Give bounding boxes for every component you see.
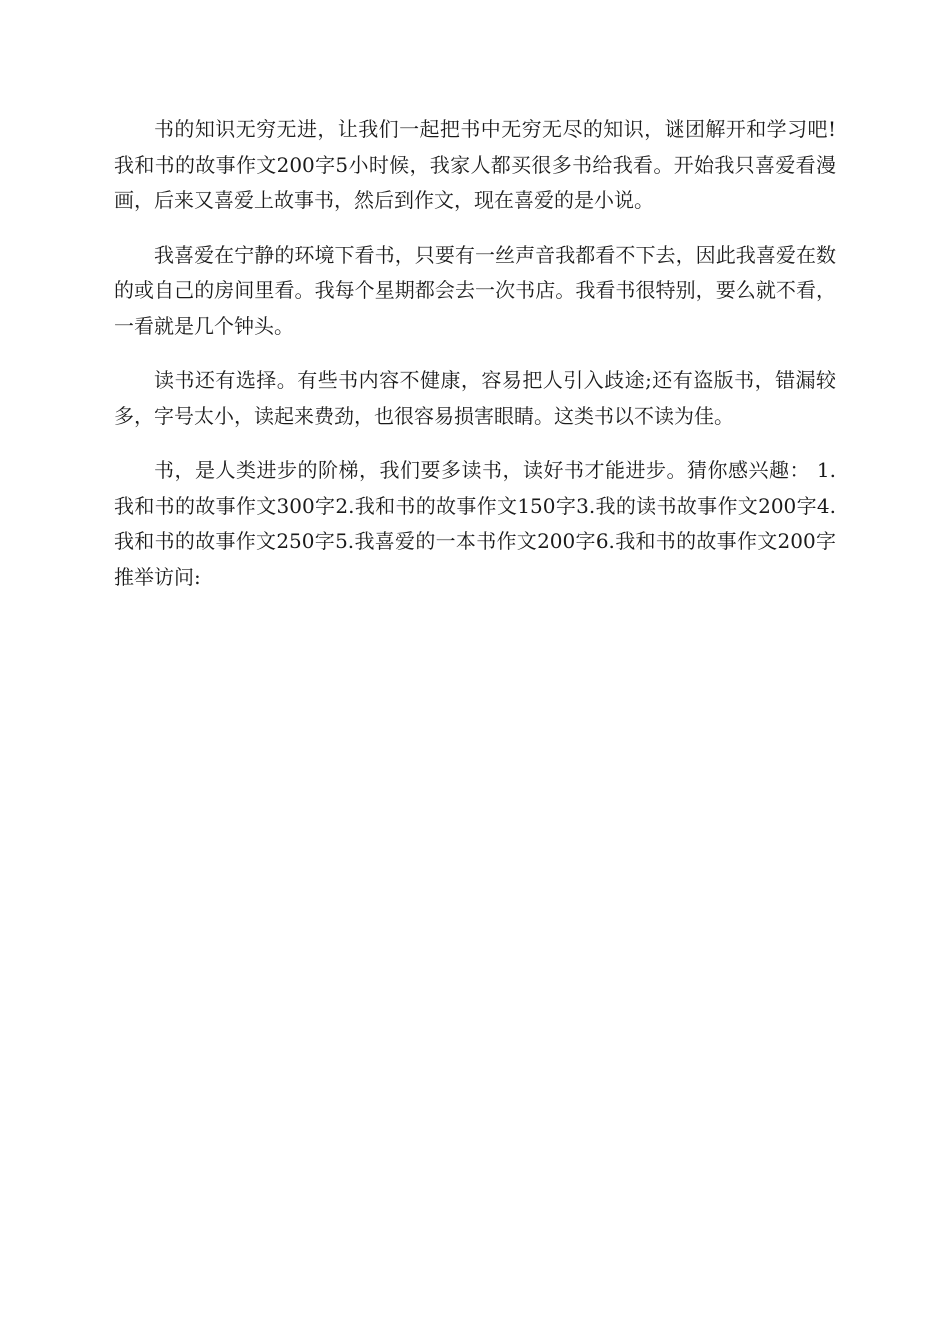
paragraph-3: 读书还有选择。有些书内容不健康，容易把人引入歧途;还有盗版书，错漏较多，字号太小，读起来费劲，也很容易损害眼睛。这类书以不读为佳。 bbox=[114, 368, 836, 428]
paragraph-2: 我喜爱在宁静的环境下看书，只要有一丝声音我都看不下去，因此我喜爱在数的或自己的房间里看。我每个星期都会去一次书店。我看书很特别，要么就不看，一看就是几个钟头。 bbox=[114, 242, 836, 338]
document-body bbox=[114, 112, 836, 614]
paragraph-4: 书，是人类进步的阶梯，我们要多读书，读好书才能进步。猜你感兴趣： 1.我和书的故事作文300字2.我和书的故事作文150字3.我的读书故事作文200字4.我和书的故事作文250字5.我喜爱的一本书作文200字6.我和书的故事作文200字推举访问: bbox=[114, 458, 836, 589]
paragraph-1: 书的知识无穷无进，让我们一起把书中无穷无尽的知识，谜团解开和学习吧!我和书的故事作文200字5小时候，我家人都买很多书给我看。开始我只喜爱看漫画，后来又喜爱上故事书，然后到作文，现在喜爱的是小说。 bbox=[114, 117, 836, 212]
